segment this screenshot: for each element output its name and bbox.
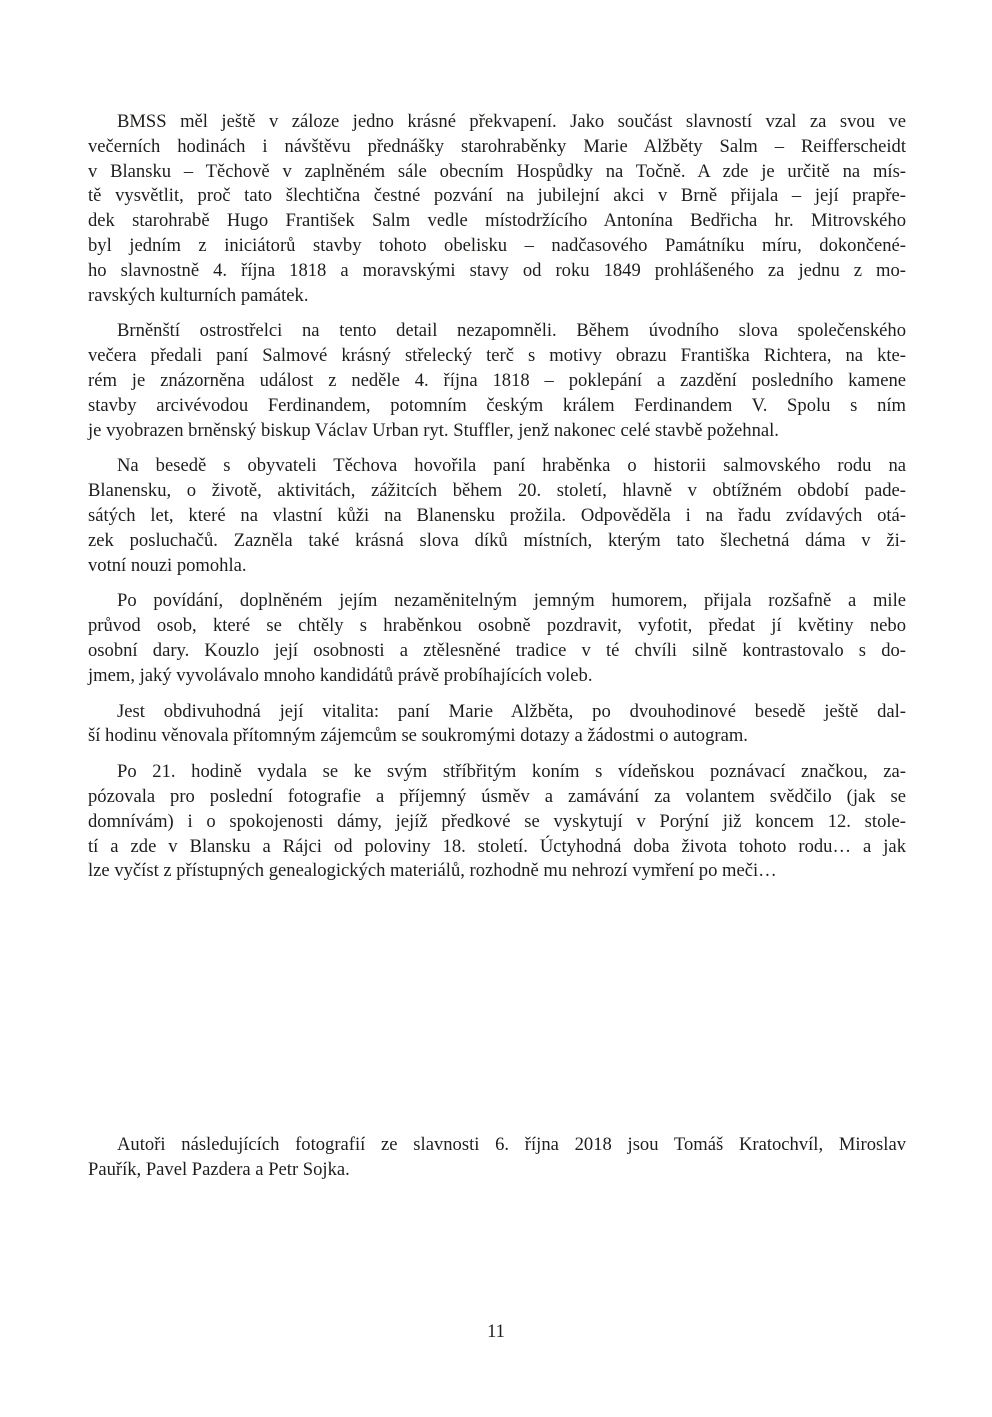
text-line: Po 21. hodině vydala se ke svým stříbřitým koním s vídeňskou poznávací značkou, za- (117, 761, 906, 783)
paragraph-1 (88, 110, 906, 308)
text-line: ho slavnostně 4. října 1818 a moravskými stavy od roku 1849 prohlášeného za jednu z mo- (88, 259, 906, 281)
text-line: večerních hodinách i návštěvu přednášky starohraběnky Marie Alžběty Salm – Reifferscheidt (88, 135, 906, 157)
text-line: sátých let, které na vlastní kůži na Blanensku prožila. Odpověděla i na řadu zvídavých otá- (88, 504, 906, 526)
text-line: Po povídání, doplněném jejím nezaměnitelným jemným humorem, přijala rozšafně a mile (117, 590, 906, 612)
text-line: Na besedě s obyvateli Těchova hovořila paní hraběnka o historii salmovského rodu na (117, 455, 906, 477)
text-line: byl jedním z iniciátorů stavby tohoto obelisku – nadčasového Památníku míru, dokončené- (88, 234, 906, 256)
article-text (88, 110, 906, 1194)
paragraph-4 (88, 589, 906, 688)
paragraph-3 (88, 454, 906, 578)
text-line: tě vysvětlit, proč tato šlechtična čestné pozvání na jubilejní akci v Brně přijala – její prapře- (88, 185, 906, 207)
text-line: pózovala pro poslední fotografie a příjemný úsměv a zamávání za volantem svědčilo (jak se (88, 785, 906, 807)
page-number: 11 (487, 1322, 505, 1342)
text-line: osobní dary. Kouzlo její osobnosti a ztělesněné tradice v té chvíli silně kontrastovalo s do- (88, 639, 906, 661)
text-line: Pauřík, Pavel Pazdera a Petr Sojka. (88, 1158, 350, 1180)
text-line: večera předali paní Salmové krásný střelecký terč s motivy obrazu Františka Richtera, na kte- (88, 345, 906, 367)
text-line: zek posluchačů. Zazněla také krásná slova díků místních, kterým tato šlechetná dáma v ži- (88, 529, 906, 551)
text-line: domnívám) i o spokojenosti dámy, jejíž předkové se vyskytují v Porýní již koncem 12. stole- (88, 810, 906, 832)
paragraph-2 (88, 319, 906, 443)
paragraph-5 (88, 700, 906, 750)
text-line: Jest obdivuhodná její vitalita: paní Marie Alžběta, po dvouhodinové besedě ještě dal- (117, 700, 906, 722)
text-line: rém je znázorněna událost z neděle 4. října 1818 – poklepání a zazdění posledního kamene (88, 369, 906, 391)
paragraph-authors (88, 1133, 906, 1183)
text-line: tí a zde v Blansku a Rájci od poloviny 18. století. Úctyhodná doba života tohoto rodu… a jak (88, 835, 906, 857)
text-line: BMSS měl ještě v záloze jedno krásné překvapení. Jako součást slavností vzal za svou ve (117, 111, 906, 132)
text-line: stavby arcivévodou Ferdinandem, potomním českým králem Ferdinandem V. Spolu s ním (88, 394, 906, 416)
text-line: je vyobrazen brněnský biskup Václav Urban ryt. Stuffler, jenž nakonec celé stavbě požehnal. (88, 419, 779, 441)
text-line: Blanensku, o životě, aktivitách, zážitcích během 20. století, hlavně v obtížném období pade- (88, 480, 906, 502)
text-line: průvod osob, které se chtěly s hraběnkou osobně pozdravit, vyfotit, předat jí květiny nebo (88, 615, 906, 637)
text-line: lze vyčíst z přístupných genealogických materiálů, rozhodně mu nehrozí vymření po meči… (88, 860, 777, 882)
text-line: votní nouzi pomohla. (88, 554, 247, 576)
text-line: jmem, jaký vyvolávalo mnoho kandidátů právě probíhajících voleb. (88, 664, 593, 686)
text-line: ší hodinu věnovala přítomným zájemcům se soukromými dotazy a žádostmi o autogram. (88, 725, 748, 747)
text-line: ravských kulturních památek. (88, 284, 309, 306)
paragraph-6 (88, 760, 906, 884)
text-line: Autoři následujících fotografií ze slavnosti 6. října 2018 jsou Tomáš Kratochvíl, Miroslav (117, 1134, 906, 1156)
text-line: dek starohrabě Hugo František Salm vedle místodržícího Antonína Bedřicha hr. Mitrovského (88, 210, 906, 232)
text-line: Brněnští ostrostřelci na tento detail nezapomněli. Během úvodního slova společenského (117, 320, 906, 342)
text-line: v Blansku – Těchově v zaplněném sále obecním Hospůdky na Točně. A zde je určitě na mís- (88, 160, 906, 182)
